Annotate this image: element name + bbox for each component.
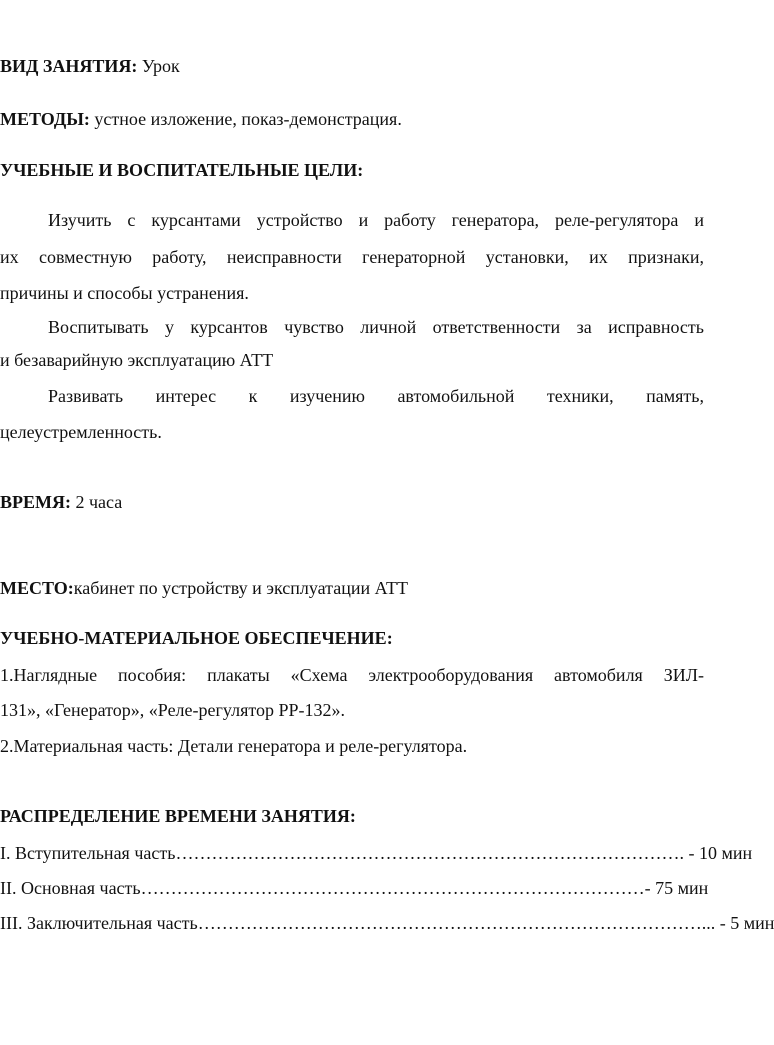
distribution-row-label: II. Основная часть: [0, 878, 141, 898]
goals-p1-line3: причины и способы устранения.: [0, 283, 249, 303]
materials-item1-line2: 131», «Генератор», «Реле-регулятор РР-132».: [0, 700, 346, 720]
methods-value: устное изложение, показ-демонстрация.: [89, 109, 402, 129]
materials-item2: 2.Материальная часть: Детали генератора и реле-регулятора.: [0, 736, 468, 756]
distribution-row-final: [0, 912, 774, 934]
distribution-row-leader: …………………………………………………………………………: [175, 843, 680, 863]
distribution-row-value: ... - 5 мин: [701, 913, 774, 933]
distribution-row-label: III. Заключительная часть: [0, 913, 198, 933]
goals-p2-line1: Воспитывать у курсантов чувство личной ответственности за исправность: [48, 317, 704, 337]
place-value: кабинет по устройству и эксплуатации АТТ: [73, 578, 409, 598]
lesson-type-label: ВИД ЗАНЯТИЯ:: [0, 56, 138, 76]
distribution-row-leader: …………………………………………………………………………: [140, 878, 645, 898]
methods-label: МЕТОДЫ:: [0, 109, 90, 129]
goals-p2-line2: и безаварийную эксплуатацию АТТ: [0, 350, 274, 370]
goals-p1-line2: их совместную работу, неисправности генераторной установки, их признаки,: [0, 247, 704, 267]
distribution-row-label: I. Вступительная часть: [0, 843, 176, 863]
place-label: МЕСТО:: [0, 578, 74, 598]
methods-line: [0, 108, 402, 130]
time-label: ВРЕМЯ:: [0, 492, 71, 512]
place-line: [0, 577, 408, 599]
goals-p3-line2: целеустремленность.: [0, 422, 162, 442]
distribution-row-intro: [0, 842, 753, 864]
materials-heading: УЧЕБНО-МАТЕРИАЛЬНОЕ ОБЕСПЕЧЕНИЕ:: [0, 628, 393, 648]
distribution-row-main: [0, 877, 709, 899]
goals-heading: УЧЕБНЫЕ И ВОСПИТАТЕЛЬНЫЕ ЦЕЛИ:: [0, 160, 364, 180]
distribution-row-leader: …………………………………………………………………………: [197, 913, 702, 933]
time-line: [0, 491, 122, 513]
distribution-row-value: . - 10 мин: [679, 843, 753, 863]
distribution-heading: РАСПРЕДЕЛЕНИЕ ВРЕМЕНИ ЗАНЯТИЯ:: [0, 806, 356, 826]
lesson-type-line: [0, 55, 180, 77]
distribution-row-value: - 75 мин: [644, 878, 709, 898]
materials-item1-line1: 1.Наглядные пособия: плакаты «Схема электрооборудования автомобиля ЗИЛ-: [0, 665, 704, 685]
goals-p1-line1: Изучить с курсантами устройство и работу генератора, реле-регулятора и: [48, 210, 704, 230]
goals-p3-line1: Развивать интерес к изучению автомобильной техники, память,: [48, 386, 704, 406]
time-value: 2 часа: [71, 492, 123, 512]
lesson-type-value: Урок: [137, 56, 180, 76]
